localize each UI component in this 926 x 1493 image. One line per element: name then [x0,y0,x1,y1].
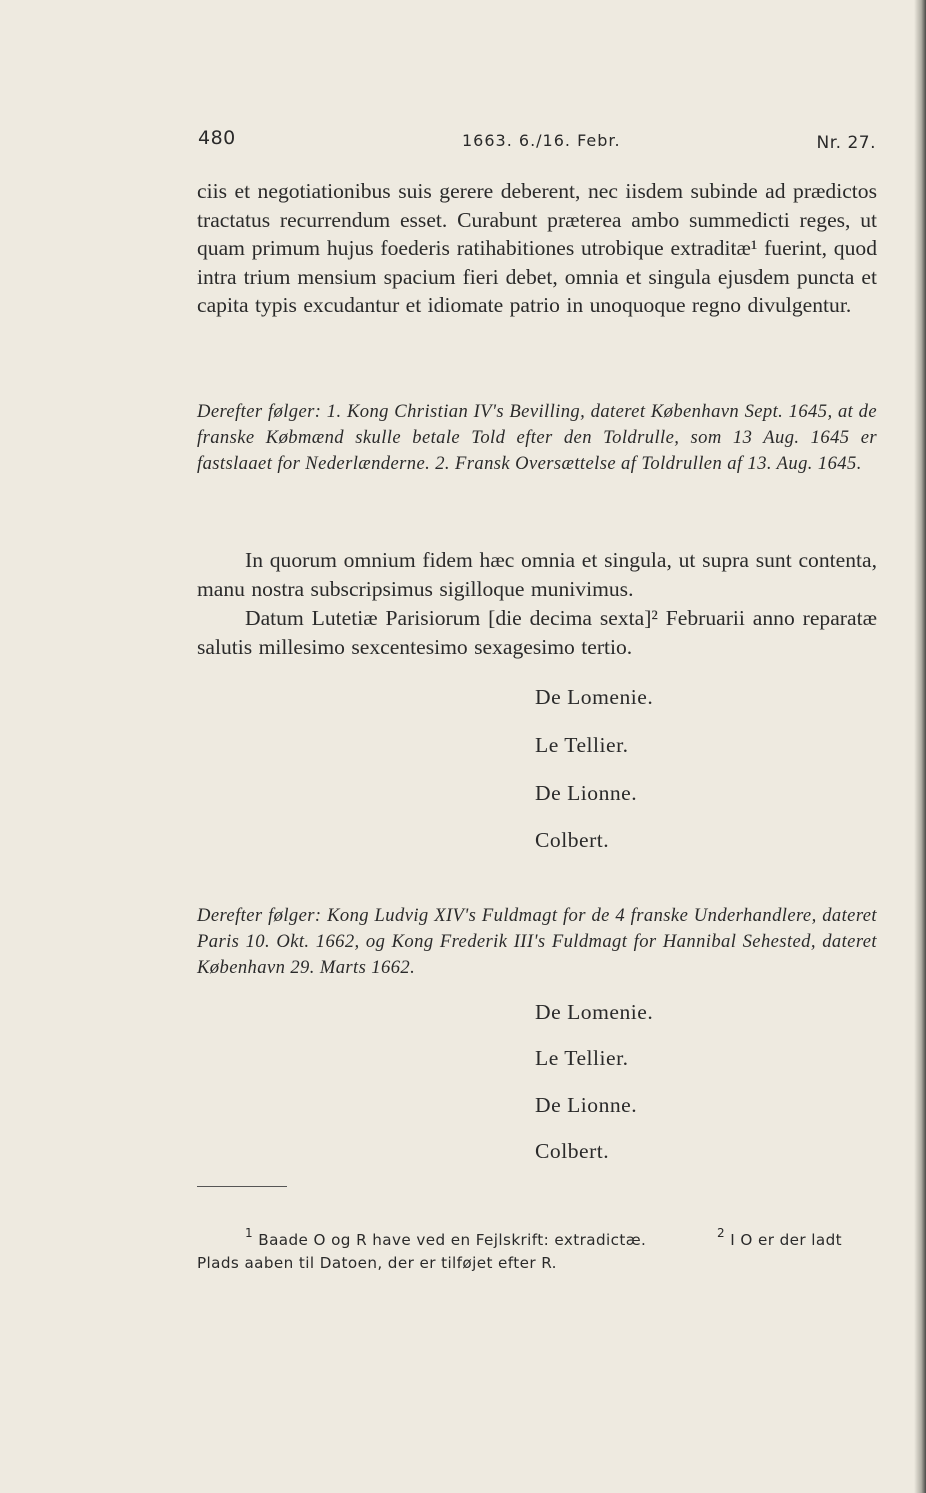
footnote-2 [717,1226,867,1252]
page-header [198,127,876,157]
latin-paragraph-3: Datum Lutetiæ Parisiorum [die decima sexta]² Februarii anno reparatæ salutis millesimo sexcentesimo sexagesimo tertio. [197,606,877,659]
signature-colbert-2: Colbert. [535,1139,610,1163]
footnote-2-marker: 2 [717,1226,726,1240]
signature-de-lomenie: De Lomenie. [535,685,654,709]
signature-de-lionne: De Lionne. [535,781,638,805]
signature-le-tellier: Le Tellier. [535,733,629,757]
signature-le-tellier-2: Le Tellier. [535,1046,629,1070]
header-date: 1663. 6./16. Febr. [462,131,621,150]
editorial-note-1: Derefter følger: 1. Kong Christian IV's Bevilling, dateret København Sept. 1645, at de franske Købmænd skulle betale Told efter den Toldrulle, som 13 Aug. 1645 er fastslaaet for Nederlænderne. 2. Fransk Oversættelse af Toldrullen af 13. Aug. 1645. [197,401,877,474]
footnote-2-text: I O er der ladt [730,1231,842,1249]
latin-paragraph-2: In quorum omnium fidem hæc omnia et singula, ut supra sunt contenta, manu nostra subscripsimus sigilloque munivimus. [197,548,877,601]
footnote-2-continuation: Plads aaben til Datoen, der er tilføjet efter R. [197,1254,557,1272]
footnote-divider [197,1186,287,1187]
footnote-1-text: Baade O og R have ved en Fejlskrift: extradictæ. [258,1231,647,1249]
footnote-1 [245,1226,705,1252]
signature-colbert: Colbert. [535,828,610,852]
signature-de-lionne-2: De Lionne. [535,1093,638,1117]
editorial-note-2: Derefter følger: Kong Ludvig XIV's Fuldmagt for de 4 franske Underhandlere, dateret Paris 10. Okt. 1662, og Kong Frederik III's Fuldmagt for Hannibal Sehested, dateret København 29. Marts 1662. [197,905,877,978]
page-number: 480 [198,127,236,149]
latin-paragraph-1: ciis et negotiationibus suis gerere deberent, nec iisdem subinde ad prædictos tractatus recurrendum esset. Curabunt præterea ambo summedicti reges, ut quam primum hujus foederis ratihabitiones utrobique extraditæ¹ fuerint, quod intra trium mensium spacium fieri debet, omnia et singula ejusdem puncta et capita typis excudantur et idiomate patrio in unoquoque regno divulgentur. [197,179,877,318]
footnote-1-marker: 1 [245,1226,254,1240]
signature-de-lomenie-2: De Lomenie. [535,1000,654,1024]
page-edge-shadow [914,0,926,1493]
document-number: Nr. 27. [816,133,876,153]
